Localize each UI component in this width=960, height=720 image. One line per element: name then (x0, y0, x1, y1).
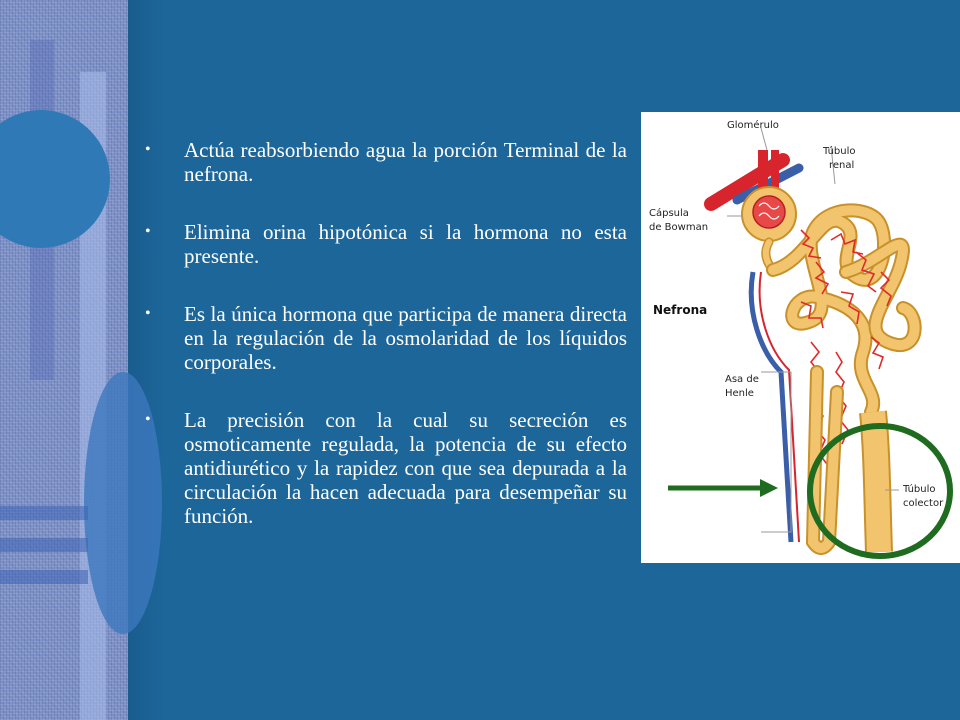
bullet-item (145, 408, 627, 528)
nephron-diagram (641, 112, 960, 563)
decorative-horizontal-bar (0, 570, 88, 584)
bullet-text: Actúa reabsorbiendo agua la porción Terminal de la nefrona. (184, 138, 627, 186)
label-glomerulo: Glomérulo (727, 120, 779, 131)
bullet-icon: • (145, 411, 151, 428)
bullet-list (145, 138, 627, 562)
bullet-icon: • (145, 223, 151, 240)
bullet-text: Elimina orina hipotónica si la hormona no esta presente. (184, 220, 627, 268)
collecting-duct (873, 412, 879, 552)
nephron-illustration (641, 112, 960, 563)
label-capsula: de Bowman (649, 222, 709, 233)
label-tubulo-colector: colector (903, 498, 944, 509)
label-tubulo-renal: Túbulo (823, 146, 856, 157)
bullet-text: Es la única hormona que participa de manera directa en la regulación de la osmolaridad de los líquidos corporales. (184, 302, 627, 374)
bullet-item (145, 302, 627, 374)
label-asa-henle: Asa de (725, 374, 759, 385)
decorative-horizontal-bar (0, 538, 88, 552)
bullet-icon: • (145, 305, 151, 322)
label-tubulo-colector: Túbulo (903, 484, 936, 495)
label-capsula: Cápsula (649, 208, 689, 219)
label-tubulo-renal: renal (829, 160, 855, 171)
decorative-horizontal-bar (0, 506, 88, 520)
bullet-item (145, 138, 627, 186)
label-nefrona: Nefrona (653, 303, 708, 317)
bullet-icon: • (145, 141, 151, 158)
label-asa-henle: Henle (725, 388, 754, 399)
glomerulus (753, 196, 785, 228)
vasa-recta-vein (751, 272, 791, 542)
bullet-item (145, 220, 627, 268)
bullet-text: La precisión con la cual su secreción es osmoticamente regulada, la potencia de su efecto antidiurético y la rapidez con que sea depurada a la circulación la hacen adecuada para desempeñar su función. (184, 408, 627, 528)
